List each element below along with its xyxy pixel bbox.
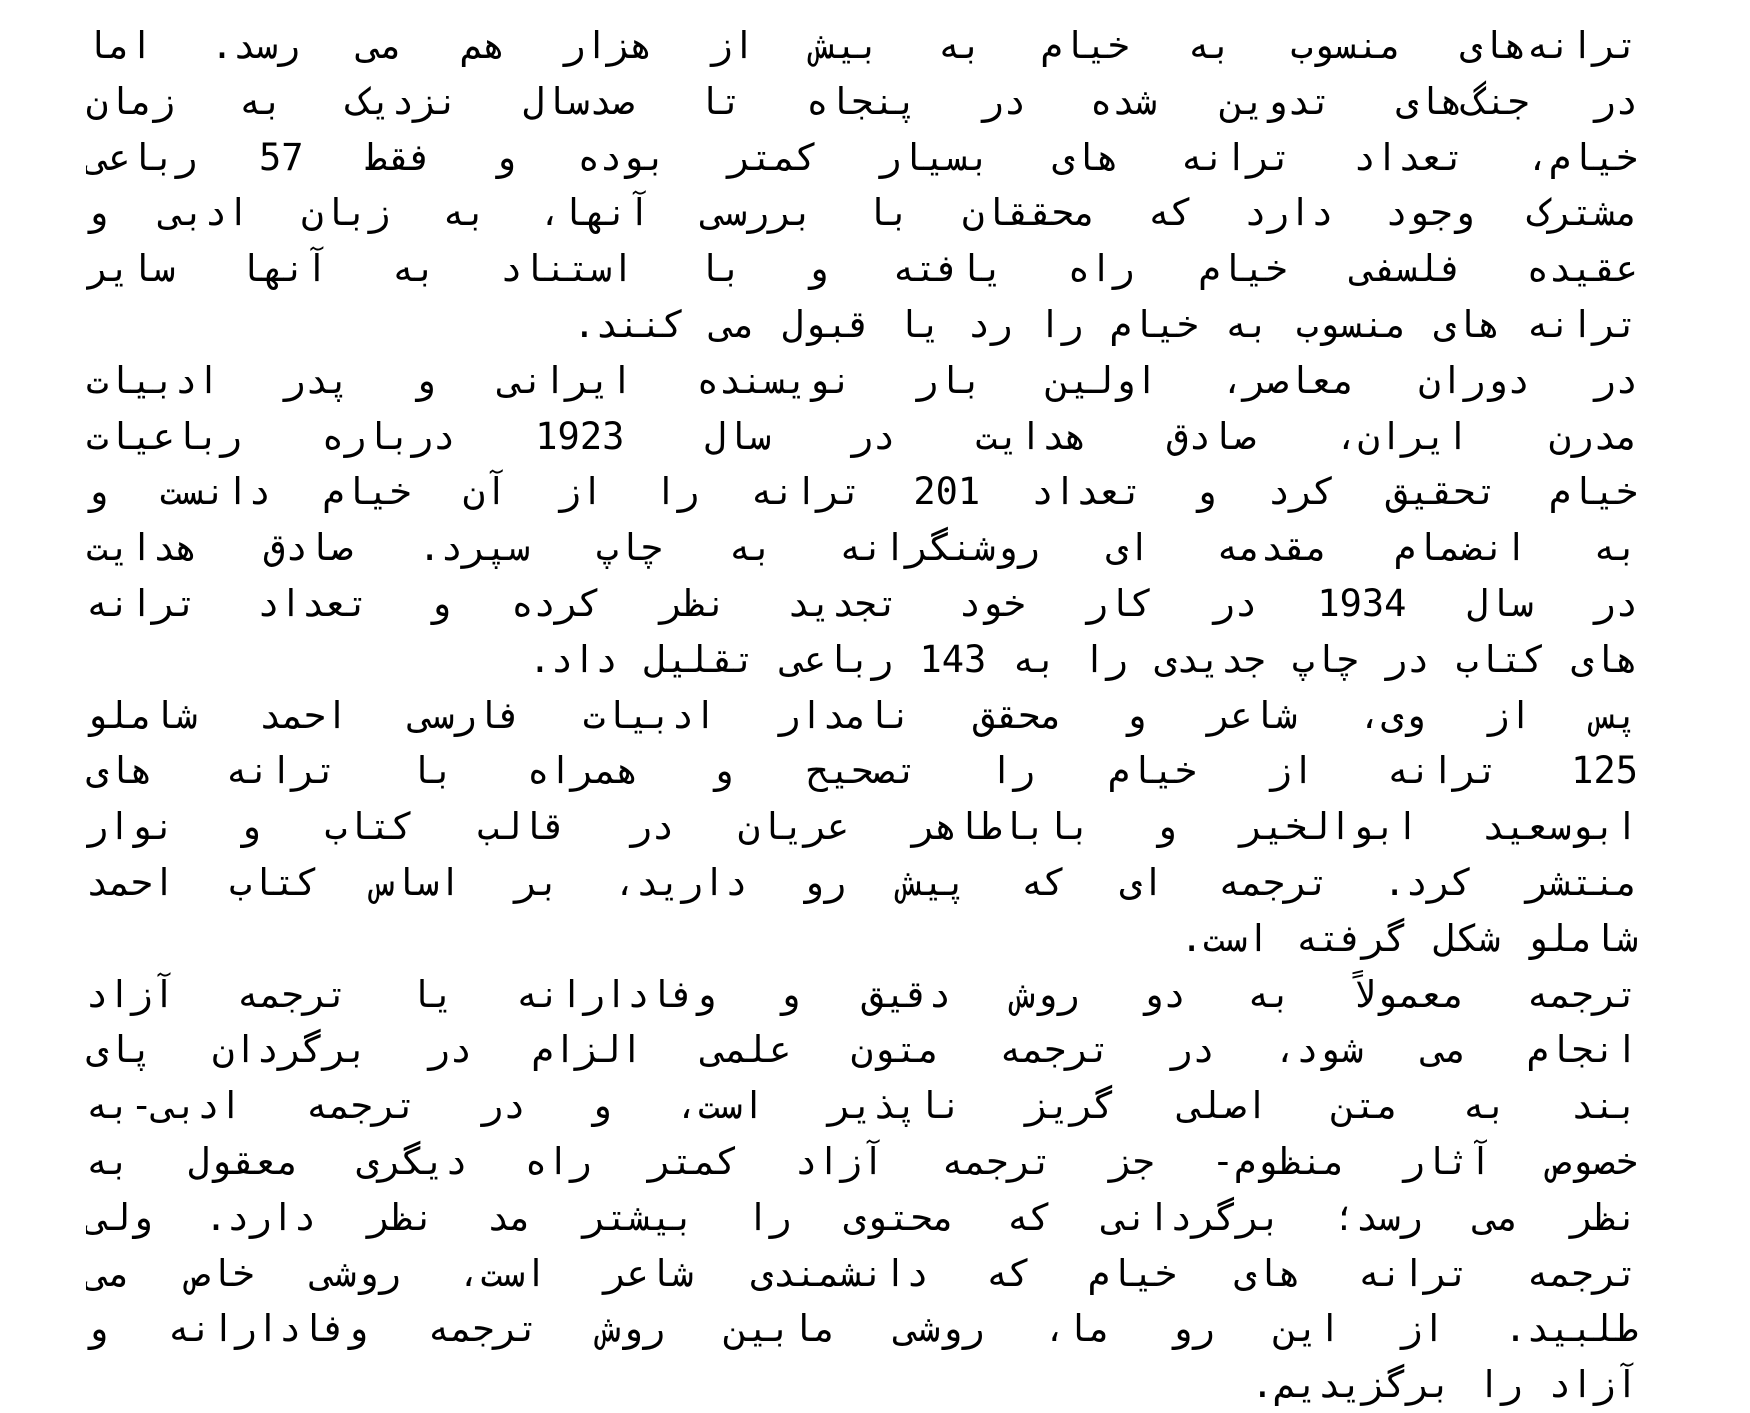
text-line: در جنگ‌های تدوین شده در پنجاه تا صدسال نزدیک به زمان	[86, 79, 1638, 123]
text-line: ترانه‌های منسوب به خیام به بیش از هزار هم می رسد. اما	[86, 24, 1638, 67]
paragraph-2	[86, 353, 1638, 688]
text-line: ترانه های منسوب به خیام را رد یا قبول می کنند.	[573, 302, 1638, 346]
text-line: مشترک وجود دارد که محققان با بررسی آنها، به زبان ادبی و	[86, 191, 1638, 235]
text-line: مدرن ایران، صادق هدایت در سال 1923 درباره رباعیات	[86, 414, 1638, 458]
text-line: بند به متن اصلی گریز ناپذیر است، و در ترجمه ادبی-به	[86, 1084, 1638, 1128]
paragraph-4	[86, 967, 1638, 1413]
text-line: های کتاب در چاپ جدیدی را به 143 رباعی تقلیل داد.	[528, 637, 1638, 681]
text-line: منتشر کرد. ترجمه ای که پیش رو دارید، بر اساس کتاب احمد	[86, 860, 1638, 904]
text-line: ابوسعید ابوالخیر و باباطاهر عریان در قالب کتاب و نوار	[86, 805, 1638, 849]
text-line: آزاد را برگزیدیم.	[1251, 1363, 1638, 1407]
text-line: ترجمه ترانه های خیام که دانشمندی شاعر است، روشی خاص می	[86, 1251, 1638, 1295]
paragraph-1	[86, 18, 1638, 353]
text-line: به انضمام مقدمه ای روشنگرانه به چاپ سپرد. صادق هدایت	[86, 526, 1638, 570]
text-line: طلبید. از این رو ما، روشی مابین روش ترجمه وفادارانه و	[86, 1307, 1638, 1351]
text-line: خصوص آثار منظوم- جز ترجمه آزاد کمتر راه دیگری معقول به	[86, 1139, 1638, 1183]
paragraph-3	[86, 688, 1638, 967]
text-line: عقیده فلسفی خیام راه یافته و با استناد به آنها سایر	[86, 247, 1638, 291]
text-line: در دوران معاصر، اولین بار نویسنده ایرانی و پدر ادبیات	[86, 358, 1638, 402]
text-line: خیام تحقیق کرد و تعداد 201 ترانه را از آن خیام دانست و	[86, 470, 1638, 514]
text-line: ترجمه معمولاً به دو روش دقیق و وفادارانه یا ترجمه آزاد	[86, 972, 1638, 1016]
text-line: خیام، تعداد ترانه های بسیار کمتر بوده و فقط 57 رباعی	[86, 135, 1638, 179]
text-line: در سال 1934 در کار خود تجدید نظر کرده و تعداد ترانه	[86, 581, 1638, 625]
text-line: انجام می شود، در ترجمه متون علمی الزام در برگردان پای	[86, 1028, 1638, 1072]
text-line: 125 ترانه از خیام را تصحیح و همراه با ترانه های	[86, 749, 1638, 793]
document-page	[86, 18, 1638, 1407]
text-line: نظر می رسد؛ برگردانی که محتوی را بیشتر مد نظر دارد. ولی	[86, 1195, 1638, 1239]
text-line: پس از وی، شاعر و محقق نامدار ادبیات فارسی احمد شاملو	[86, 693, 1638, 737]
text-line: شاملو شکل گرفته است.	[1180, 916, 1638, 960]
